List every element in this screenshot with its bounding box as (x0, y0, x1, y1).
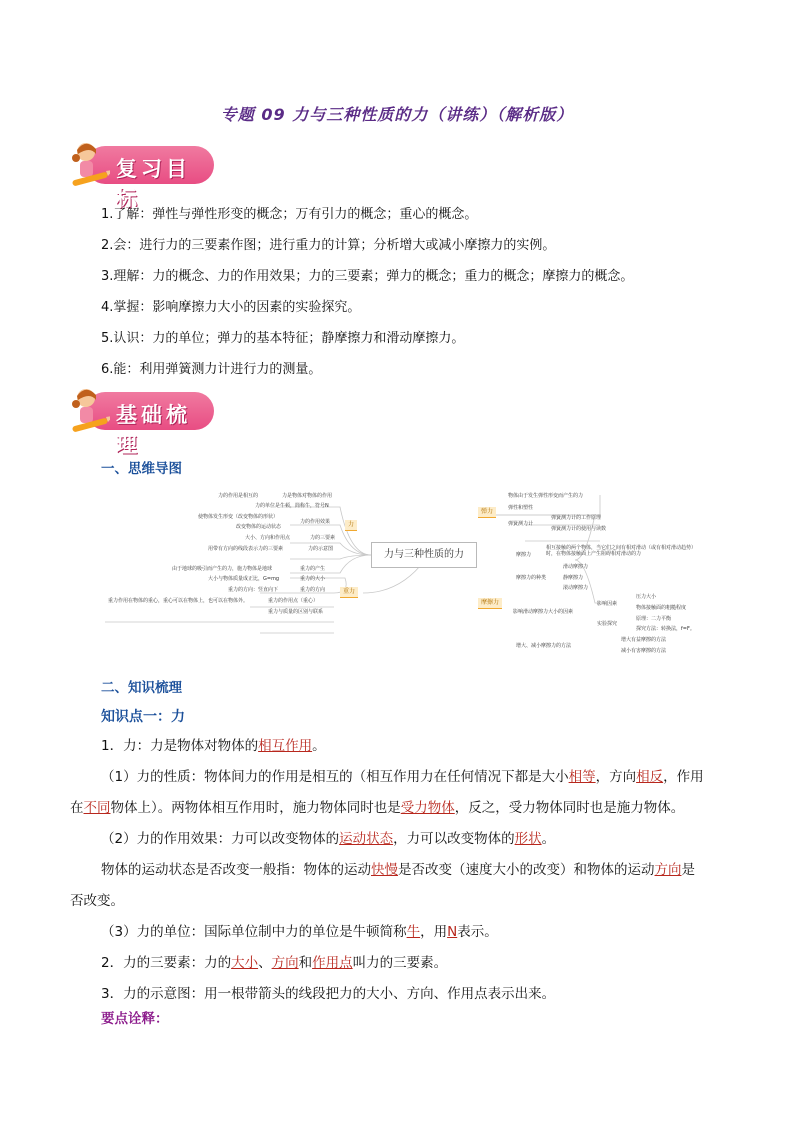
mind-map-label: 增大有益摩擦的方法 (621, 637, 667, 643)
mind-map-label: 力的示意图 (308, 546, 334, 552)
mind-map-label: 重力作用在物体的重心，重心可以在物体上，也可以在物体外。 (108, 598, 249, 604)
blank-answer: 作用点 (312, 955, 353, 971)
mind-map-label: 大小与物体质量成正比，G=mg (208, 576, 280, 582)
blank-answer: 相等 (568, 769, 596, 785)
mind-map-label: 用带有方向的线段表示力的三要素 (208, 546, 284, 552)
mind-map-label: 增大、减小摩擦力的方法 (516, 643, 572, 649)
mind-map-label: 由于地球的吸引而产生的力，施力物体是地球 (172, 566, 273, 572)
banner-label: 基础梳理 (116, 402, 191, 457)
mind-map-label: 弹簧测力计 (508, 521, 534, 527)
mind-map-label: 探究方法：转换法，f=F。 (636, 626, 695, 632)
blank-answer: N (447, 924, 458, 940)
mind-map-label: 摩擦力的种类 (516, 575, 547, 581)
paragraph-motion-state-cont: 否改变。 (70, 893, 124, 909)
mind-map-label: 重力与质量的区别与联系 (268, 609, 324, 615)
mind-map-label: 影响滑动摩擦力大小的因素 (513, 609, 574, 615)
mind-map-label: 重力的方向：竖直向下 (228, 587, 279, 593)
girl-pencil-icon (70, 386, 110, 438)
paragraph-three-elements: 2．力的三要素：力的大小、方向和作用点叫力的三要素。 (101, 955, 448, 971)
mind-map-label: 影响因素 (597, 601, 618, 607)
banner-review-goals (70, 140, 216, 211)
mind-map-label: 力的单位是牛顿，简称牛，符号N (255, 503, 329, 509)
paragraph-force-diagram: 3．力的示意图：用一根带箭头的线段把力的大小、方向、作用点表示出来。 (101, 986, 556, 1002)
mind-map-label: 重力的作用点（重心） (268, 598, 319, 604)
blank-answer: 大小 (231, 955, 259, 971)
page-title: 专题 09 力与三种性质的力（讲练）（解析版） (220, 105, 574, 124)
blank-answer: 相反 (636, 769, 664, 785)
mind-map-branch-gravity: 重力 (340, 587, 358, 598)
blank-answer: 运动状态 (339, 831, 394, 847)
objective-item: 2.会：进行力的三要素作图；进行重力的计算；分析增大或减小摩擦力的实例。 (101, 238, 556, 253)
banner-basics (70, 386, 216, 457)
knowledge-point-title: 知识点一：力 (101, 709, 185, 725)
mind-map-label: 弹簧测力计的工作原理 (551, 515, 602, 521)
mind-map-label: 滑动摩擦力 (563, 564, 589, 570)
key-points-label: 要点诠释： (101, 1011, 169, 1027)
mind-map-label: 弹性和塑性 (508, 505, 534, 511)
paragraph-force-unit: （3）力的单位：国际单位制中力的单位是牛顿简称牛，用N表示。 (101, 924, 498, 940)
blank-answer: 形状 (514, 831, 542, 847)
banner-label: 复习目标 (116, 156, 191, 211)
mind-map-label: 力的作用是相互的 (218, 493, 259, 499)
mind-map-branch-elastic: 弹力 (478, 507, 496, 518)
mind-map-label: 摩擦力 (516, 552, 532, 558)
mind-map-label: 大小、方向和作用点 (245, 535, 291, 541)
mind-map-label: 力是物体对物体的作用 (282, 493, 333, 499)
paragraph-force-nature: （1）力的性质：物体间力的作用是相互的（相互作用力在任何情况下都是大小相等，方向相反，作用 (101, 769, 704, 785)
paragraph-force-nature-cont: 在不同物体上）。两物体相互作用时，施力物体同时也是受力物体，反之，受力物体同时也是施力物体。 (70, 800, 685, 816)
mind-map-label: 力的三要素 (310, 535, 336, 541)
mind-map-label: 重力的方向 (300, 587, 326, 593)
paragraph-force-definition: 1．力：力是物体对物体的相互作用。 (101, 738, 326, 754)
mind-map-label: 使物体发生形变（改变物体的形状） (198, 514, 279, 520)
mind-map-center: 力与三种性质的力 (371, 542, 477, 568)
mind-map-label: 压力大小 (636, 594, 657, 600)
mind-map-label: 弹簧测力计的使用与读数 (551, 526, 607, 532)
mind-map-branch-friction: 摩擦力 (478, 598, 502, 609)
blank-answer: 受力物体 (400, 800, 455, 816)
objective-item: 1.了解：弹性与弹性形变的概念；万有引力的概念；重心的概念。 (101, 207, 478, 222)
mind-map-label: 减小有害摩擦的方法 (621, 648, 667, 654)
girl-pencil-icon (70, 140, 110, 192)
objective-item: 3.理解：力的概念、力的作用效果；力的三要素；弹力的概念；重力的概念；摩擦力的概念。 (101, 269, 634, 284)
blank-answer: 相互作用 (258, 738, 313, 754)
mind-map-label: 物体由于发生弹性形变而产生的力 (508, 493, 584, 499)
objective-item: 4.掌握：影响摩擦力大小的因素的实验探究。 (101, 300, 361, 315)
paragraph-motion-state: 物体的运动状态是否改变一般指：物体的运动快慢是否改变（速度大小的改变）和物体的运动方向是 (101, 862, 695, 878)
section-heading-knowledge: 二、知识梳理 (101, 680, 182, 696)
blank-answer: 方向 (271, 955, 299, 971)
section-heading-mindmap: 一、思维导图 (101, 461, 182, 477)
objective-item: 5.认识：力的单位；弹力的基本特征；静摩擦力和滑动摩擦力。 (101, 331, 465, 346)
mind-map-label: 实验探究 (597, 621, 618, 627)
mind-map-label: 改变物体的运动状态 (236, 524, 282, 530)
mind-map-label: 相互接触的两个物体，当它们之间有相对滑动（或有相对滑动趋势）时，在物体接触面上产生阻碍相对滑动的力 (546, 545, 697, 557)
mind-map-label: 原理：二力平衡 (636, 616, 672, 622)
mind-map-label: 静摩擦力 (563, 575, 584, 581)
mind-map-label: 力的作用效果 (300, 519, 331, 525)
paragraph-force-effect: （2）力的作用效果：力可以改变物体的运动状态，力可以改变物体的形状。 (101, 831, 556, 847)
mind-map-label: 物体接触面的粗糙程度 (636, 605, 687, 611)
mind-map-label: 重力的大小 (300, 576, 326, 582)
objective-item: 6.能：利用弹簧测力计进行力的测量。 (101, 362, 322, 377)
blank-answer: 不同 (83, 800, 111, 816)
mind-map-label: 重力的产生 (300, 566, 326, 572)
blank-answer: 方向 (654, 862, 682, 878)
blank-answer: 牛 (406, 924, 421, 940)
mind-map-label: 滚动摩擦力 (563, 585, 589, 591)
blank-answer: 快慢 (371, 862, 398, 878)
mind-map-branch-force: 力 (345, 520, 357, 531)
